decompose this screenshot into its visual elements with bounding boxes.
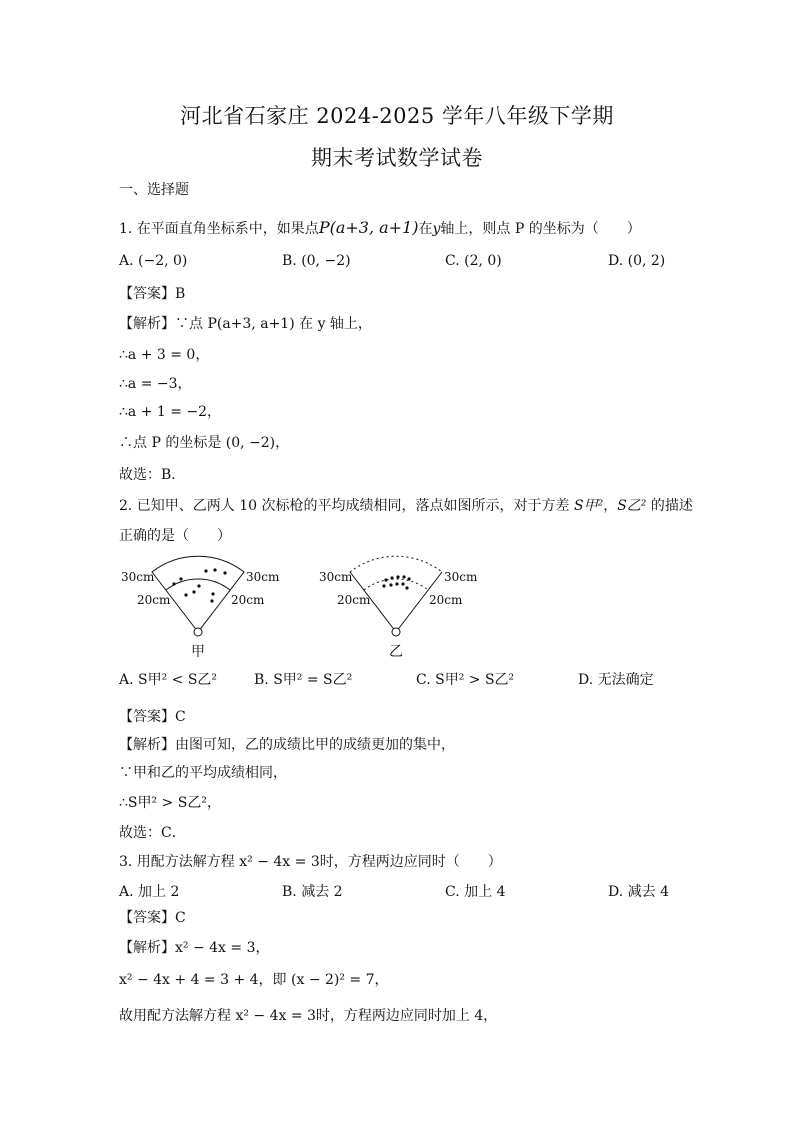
jia-dot <box>192 590 195 593</box>
q3-option-c: C. 加上 4 <box>445 884 506 900</box>
jia-dot <box>197 584 200 587</box>
jia-outer-label-left: 30cm <box>121 570 155 584</box>
q2-answer: 【答案】C <box>119 709 186 725</box>
yi-outer-arc <box>350 556 442 572</box>
yi-dot <box>395 582 398 585</box>
jia-dot <box>223 571 226 574</box>
q3-option-a: A. 加上 2 <box>119 884 180 900</box>
yi-inner-label-left: 20cm <box>337 593 371 607</box>
jia-dot <box>204 569 207 572</box>
yi-dot <box>384 578 387 581</box>
q3-answer: 【答案】C <box>119 910 186 926</box>
jia-origin <box>194 628 202 636</box>
q2-analysis-3: ∴S甲² > S乙²， <box>119 795 221 811</box>
yi-dot <box>402 575 405 578</box>
q1-step-3: ∴a + 1 = −2， <box>119 404 222 420</box>
q2-option-a: A. S甲² < S乙² <box>119 672 218 688</box>
q2-option-b: B. S甲² = S乙² <box>254 672 353 688</box>
q2-stem-line-1: 2. 已知甲、乙两人 10 次标枪的平均成绩相同，落点如图所示，对于方差 S甲²，S乙² 的描述 <box>119 498 693 514</box>
q3-analysis-1: 【解析】x² − 4x = 3， <box>119 940 270 956</box>
yi-dot <box>401 582 404 585</box>
section-heading: 一、选择题 <box>119 182 189 198</box>
yi-inner-label-right: 20cm <box>429 593 463 607</box>
jia-dot <box>172 582 175 585</box>
q3-analysis-2: x² − 4x + 4 = 3 + 4，即 (x − 2)² = 7， <box>119 972 389 988</box>
q1-step-4: ∴点 P 的坐标是 (0, −2)， <box>119 435 290 451</box>
yi-dot <box>382 584 385 587</box>
yi-outer-label-left: 30cm <box>319 570 353 584</box>
q1-conclusion: 故选：B． <box>119 467 186 483</box>
q2-var-yi: S乙² <box>617 498 647 514</box>
jia-dot <box>210 599 213 602</box>
jia-dot <box>211 592 214 595</box>
jia-outer-label-right: 30cm <box>246 570 280 584</box>
jia-inner-label-left: 20cm <box>137 593 171 607</box>
q1-stem: 1. 在平面直角坐标系中，如果点P(a+3, a+1)在y轴上，则点 P 的坐标为（ ） <box>119 218 641 237</box>
yi-dot <box>396 575 399 578</box>
yi-outer-label-right: 30cm <box>444 570 478 584</box>
q1-point-expr: P(a+3, a+1) <box>318 218 419 237</box>
jia-inner-arc <box>166 579 230 590</box>
jia-dot <box>179 577 182 580</box>
yi-dot <box>405 586 408 589</box>
q1-option-c: C. (2, 0) <box>445 253 502 269</box>
yi-dot <box>389 583 392 586</box>
q2-option-c: C. S甲² > S乙² <box>416 672 515 688</box>
jia-dots <box>172 568 226 602</box>
q3-option-b: B. 减去 2 <box>282 884 343 900</box>
q1-step-2: ∴a = −3， <box>119 376 192 392</box>
figure-caption-yi: 乙 <box>389 644 403 660</box>
q1-step-1: ∴a + 3 = 0， <box>119 347 210 363</box>
jia-dot <box>213 568 216 571</box>
q2-analysis-2: ∵甲和乙的平均成绩相同， <box>119 765 287 781</box>
jia-inner-label-right: 20cm <box>231 593 265 607</box>
q2-stem-line-2: 正确的是（ ） <box>119 528 231 544</box>
q1-answer: 【答案】B <box>119 286 186 302</box>
q1-analysis-1: 【解析】∵点 P(a+3, a+1) 在 y 轴上， <box>119 316 372 332</box>
q2-analysis-1: 【解析】由图可知，乙的成绩比甲的成绩更加的集中， <box>119 737 455 753</box>
q3-option-d: D. 减去 4 <box>608 884 669 900</box>
q2-option-d: D. 无法确定 <box>578 672 654 688</box>
yi-dot <box>390 576 393 579</box>
jia-dot <box>184 593 187 596</box>
q1-option-a: A. (−2, 0) <box>119 253 188 269</box>
yi-origin <box>392 628 400 636</box>
q1-option-b: B. (0, −2) <box>282 253 351 269</box>
title-line-2: 期末考试数学试卷 <box>311 146 483 170</box>
q3-stem: 3. 用配方法解方程 x² − 4x = 3时，方程两边应同时（ ） <box>119 854 502 870</box>
figure-caption-jia: 甲 <box>191 644 205 660</box>
yi-dots <box>382 575 410 589</box>
q2-conclusion: 故选：C． <box>119 825 186 841</box>
q3-analysis-3: 故用配方法解方程 x² − 4x = 3时，方程两边应同时加上 4， <box>119 1008 498 1024</box>
q2-var-jia: S甲² <box>573 498 604 514</box>
title-line-1: 河北省石家庄 2024-2025 学年八年级下学期 <box>180 104 614 128</box>
q1-option-d: D. (0, 2) <box>608 253 666 269</box>
yi-dot <box>407 577 410 580</box>
